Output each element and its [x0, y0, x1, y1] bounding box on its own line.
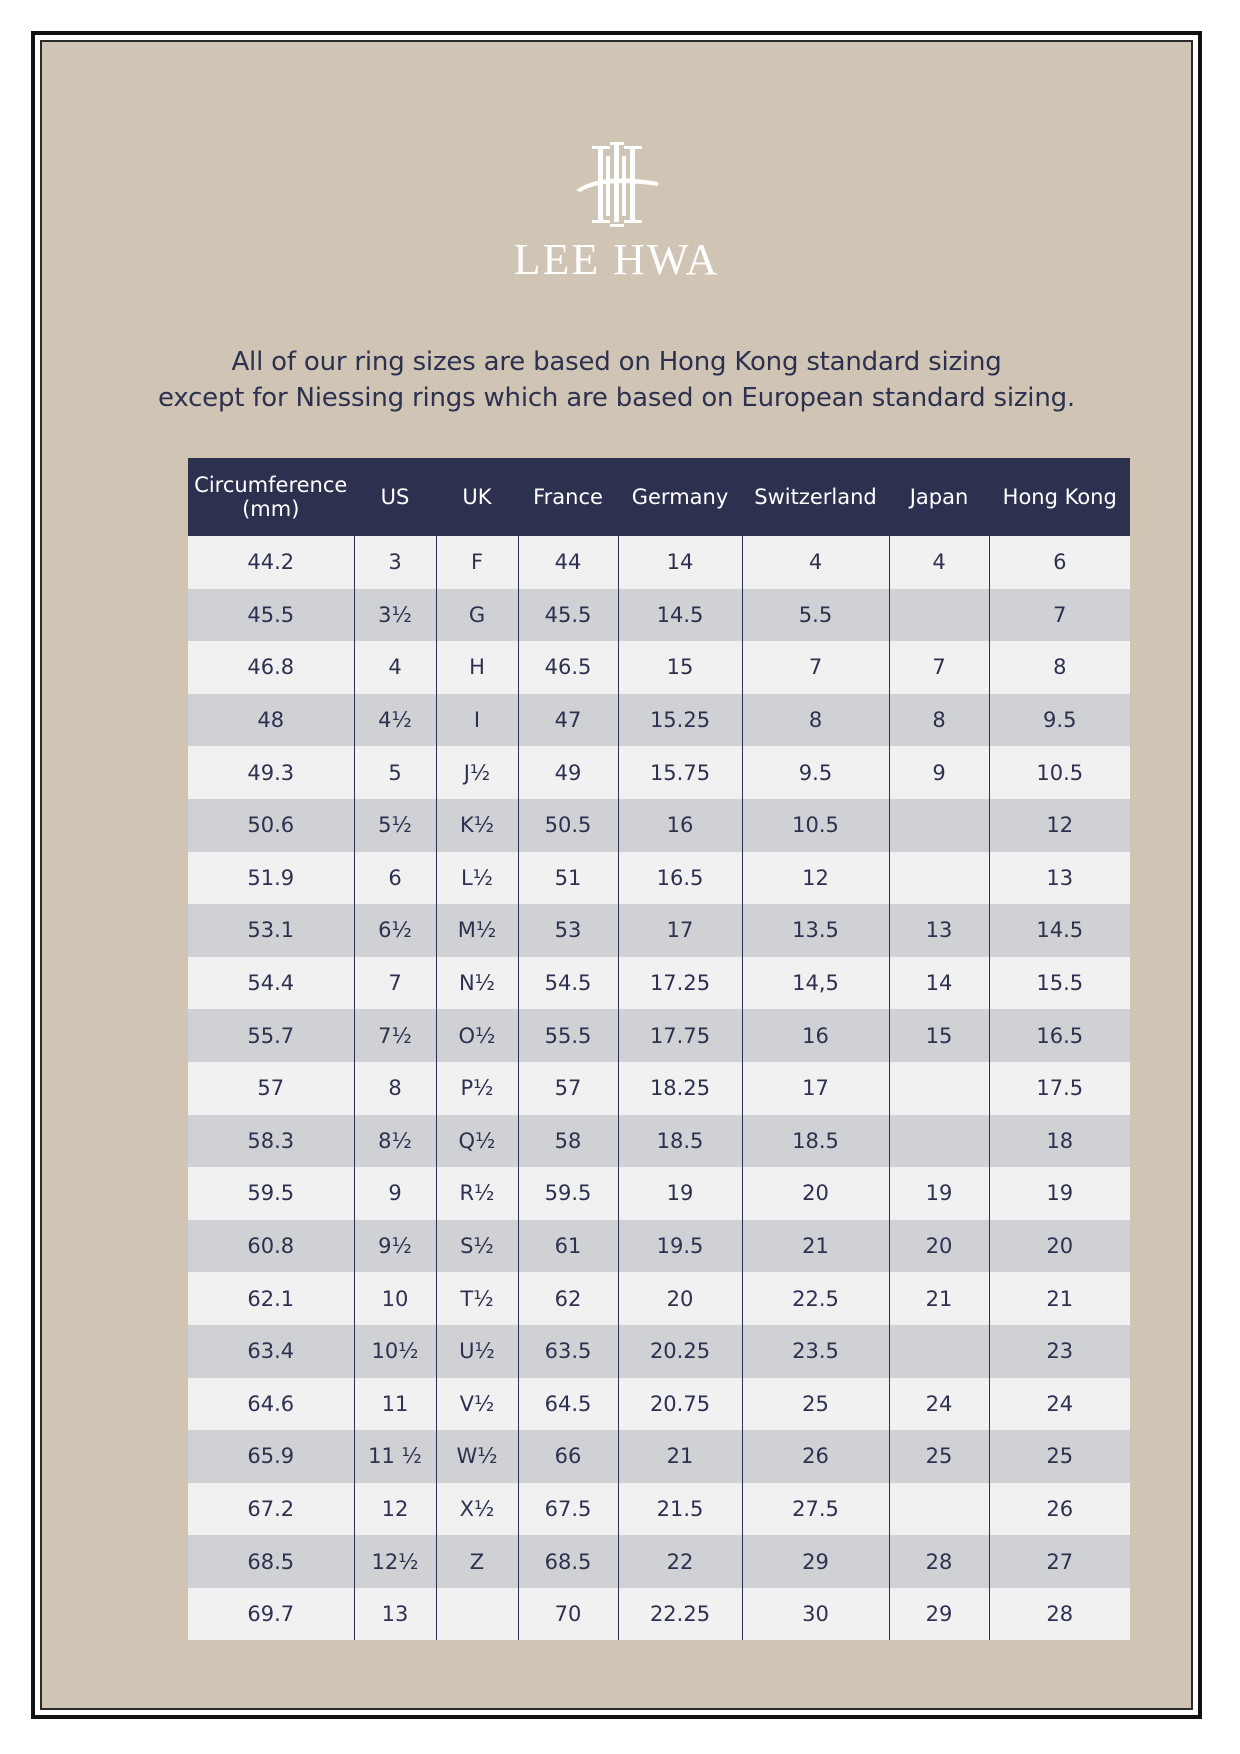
- cell-circumference: 58.3: [188, 1115, 354, 1168]
- table-header-row: [188, 458, 1130, 536]
- cell-switzerland: 8: [742, 694, 889, 747]
- table-row: [188, 904, 1130, 957]
- cell-us: 5½: [354, 799, 436, 852]
- cell-switzerland: 16: [742, 1009, 889, 1062]
- cell-us: 11: [354, 1378, 436, 1431]
- cell-us: 3½: [354, 589, 436, 642]
- cell-japan: 8: [889, 694, 989, 747]
- cell-france: 49: [518, 746, 618, 799]
- cell-switzerland: 13.5: [742, 904, 889, 957]
- cell-germany: 14.5: [618, 589, 742, 642]
- cell-hong-kong: 24: [989, 1378, 1130, 1431]
- cell-germany: 15.75: [618, 746, 742, 799]
- cell-switzerland: 20: [742, 1167, 889, 1220]
- cell-hong-kong: 18: [989, 1115, 1130, 1168]
- cell-france: 50.5: [518, 799, 618, 852]
- cell-hong-kong: 28: [989, 1588, 1130, 1641]
- cell-hong-kong: 20: [989, 1220, 1130, 1273]
- cell-france: 53: [518, 904, 618, 957]
- cell-uk: [436, 1588, 518, 1641]
- cell-japan: [889, 1483, 989, 1536]
- cell-hong-kong: 14.5: [989, 904, 1130, 957]
- cell-hong-kong: 23: [989, 1325, 1130, 1378]
- cell-germany: 16.5: [618, 852, 742, 905]
- cell-germany: 20.25: [618, 1325, 742, 1378]
- cell-germany: 15.25: [618, 694, 742, 747]
- cell-germany: 17.75: [618, 1009, 742, 1062]
- cell-switzerland: 4: [742, 536, 889, 589]
- cell-circumference: 44.2: [188, 536, 354, 589]
- table-row: [188, 694, 1130, 747]
- sizing-note-line-2: except for Niessing rings which are based on European standard sizing.: [158, 383, 1075, 413]
- lee-hwa-monogram-icon: [562, 142, 672, 232]
- cell-germany: 17: [618, 904, 742, 957]
- table-row: [188, 746, 1130, 799]
- cell-uk: U½: [436, 1325, 518, 1378]
- cell-circumference: 50.6: [188, 799, 354, 852]
- cell-uk: M½: [436, 904, 518, 957]
- cell-france: 68.5: [518, 1535, 618, 1588]
- cell-germany: 22: [618, 1535, 742, 1588]
- cell-uk: I: [436, 694, 518, 747]
- cell-hong-kong: 17.5: [989, 1062, 1130, 1115]
- cell-switzerland: 18.5: [742, 1115, 889, 1168]
- cell-hong-kong: 8: [989, 641, 1130, 694]
- cell-france: 70: [518, 1588, 618, 1641]
- cell-us: 3: [354, 536, 436, 589]
- cell-us: 10½: [354, 1325, 436, 1378]
- header-japan: Japan: [889, 458, 989, 536]
- cell-hong-kong: 13: [989, 852, 1130, 905]
- cell-japan: 7: [889, 641, 989, 694]
- cell-germany: 18.5: [618, 1115, 742, 1168]
- cell-us: 8½: [354, 1115, 436, 1168]
- header-germany: Germany: [618, 458, 742, 536]
- cell-uk: K½: [436, 799, 518, 852]
- header-switzerland: Switzerland: [742, 458, 889, 536]
- cell-hong-kong: 21: [989, 1272, 1130, 1325]
- cell-uk: T½: [436, 1272, 518, 1325]
- cell-japan: [889, 589, 989, 642]
- cell-japan: 29: [889, 1588, 989, 1641]
- cell-uk: H: [436, 641, 518, 694]
- cell-japan: [889, 852, 989, 905]
- cell-uk: J½: [436, 746, 518, 799]
- cell-circumference: 63.4: [188, 1325, 354, 1378]
- cell-circumference: 59.5: [188, 1167, 354, 1220]
- header-us: US: [354, 458, 436, 536]
- table-row: [188, 1062, 1130, 1115]
- cell-japan: [889, 1325, 989, 1378]
- cell-germany: 20.75: [618, 1378, 742, 1431]
- cell-hong-kong: 16.5: [989, 1009, 1130, 1062]
- table-row: [188, 1115, 1130, 1168]
- cell-switzerland: 5.5: [742, 589, 889, 642]
- page-panel: [40, 40, 1193, 1710]
- table-row: [188, 641, 1130, 694]
- cell-japan: 25: [889, 1430, 989, 1483]
- sizing-note: [42, 344, 1191, 416]
- cell-germany: 18.25: [618, 1062, 742, 1115]
- cell-germany: 19.5: [618, 1220, 742, 1273]
- cell-france: 54.5: [518, 957, 618, 1010]
- table-row: [188, 1272, 1130, 1325]
- cell-japan: 19: [889, 1167, 989, 1220]
- cell-france: 47: [518, 694, 618, 747]
- cell-switzerland: 27.5: [742, 1483, 889, 1536]
- table-row: [188, 799, 1130, 852]
- cell-france: 63.5: [518, 1325, 618, 1378]
- cell-france: 46.5: [518, 641, 618, 694]
- cell-uk: Z: [436, 1535, 518, 1588]
- cell-us: 6: [354, 852, 436, 905]
- cell-germany: 14: [618, 536, 742, 589]
- cell-japan: 28: [889, 1535, 989, 1588]
- cell-germany: 21.5: [618, 1483, 742, 1536]
- table-row: [188, 957, 1130, 1010]
- cell-us: 12: [354, 1483, 436, 1536]
- cell-hong-kong: 19: [989, 1167, 1130, 1220]
- cell-hong-kong: 27: [989, 1535, 1130, 1588]
- cell-switzerland: 17: [742, 1062, 889, 1115]
- cell-us: 4½: [354, 694, 436, 747]
- cell-france: 66: [518, 1430, 618, 1483]
- table-row: [188, 852, 1130, 905]
- cell-uk: X½: [436, 1483, 518, 1536]
- table-row: [188, 1325, 1130, 1378]
- cell-japan: 4: [889, 536, 989, 589]
- cell-us: 9: [354, 1167, 436, 1220]
- cell-japan: 15: [889, 1009, 989, 1062]
- cell-switzerland: 30: [742, 1588, 889, 1641]
- cell-circumference: 55.7: [188, 1009, 354, 1062]
- cell-hong-kong: 10.5: [989, 746, 1130, 799]
- cell-germany: 20: [618, 1272, 742, 1325]
- cell-france: 44: [518, 536, 618, 589]
- table-row: [188, 536, 1130, 589]
- cell-uk: N½: [436, 957, 518, 1010]
- header-circumference: Circumference (mm): [188, 458, 354, 536]
- cell-us: 10: [354, 1272, 436, 1325]
- cell-hong-kong: 7: [989, 589, 1130, 642]
- cell-hong-kong: 25: [989, 1430, 1130, 1483]
- cell-uk: O½: [436, 1009, 518, 1062]
- cell-uk: W½: [436, 1430, 518, 1483]
- cell-switzerland: 26: [742, 1430, 889, 1483]
- table-row: [188, 1588, 1130, 1641]
- sizing-note-line-1: All of our ring sizes are based on Hong Kong standard sizing: [231, 347, 1002, 377]
- cell-uk: Q½: [436, 1115, 518, 1168]
- cell-us: 11 ½: [354, 1430, 436, 1483]
- header-france: France: [518, 458, 618, 536]
- cell-japan: [889, 1115, 989, 1168]
- cell-germany: 22.25: [618, 1588, 742, 1641]
- cell-japan: [889, 1062, 989, 1115]
- cell-germany: 19: [618, 1167, 742, 1220]
- cell-france: 45.5: [518, 589, 618, 642]
- cell-hong-kong: 12: [989, 799, 1130, 852]
- ring-size-table: [188, 458, 1130, 1640]
- cell-circumference: 54.4: [188, 957, 354, 1010]
- cell-france: 55.5: [518, 1009, 618, 1062]
- cell-uk: G: [436, 589, 518, 642]
- cell-hong-kong: 9.5: [989, 694, 1130, 747]
- table-row: [188, 1483, 1130, 1536]
- cell-uk: F: [436, 536, 518, 589]
- cell-circumference: 68.5: [188, 1535, 354, 1588]
- cell-us: 6½: [354, 904, 436, 957]
- cell-hong-kong: 6: [989, 536, 1130, 589]
- cell-us: 9½: [354, 1220, 436, 1273]
- cell-switzerland: 12: [742, 852, 889, 905]
- cell-switzerland: 23.5: [742, 1325, 889, 1378]
- cell-japan: 13: [889, 904, 989, 957]
- cell-uk: S½: [436, 1220, 518, 1273]
- cell-france: 64.5: [518, 1378, 618, 1431]
- cell-us: 7: [354, 957, 436, 1010]
- cell-uk: R½: [436, 1167, 518, 1220]
- cell-germany: 21: [618, 1430, 742, 1483]
- cell-circumference: 65.9: [188, 1430, 354, 1483]
- cell-france: 59.5: [518, 1167, 618, 1220]
- cell-uk: V½: [436, 1378, 518, 1431]
- cell-hong-kong: 26: [989, 1483, 1130, 1536]
- table-row: [188, 1535, 1130, 1588]
- cell-germany: 15: [618, 641, 742, 694]
- cell-circumference: 57: [188, 1062, 354, 1115]
- cell-switzerland: 29: [742, 1535, 889, 1588]
- table-row: [188, 589, 1130, 642]
- cell-switzerland: 21: [742, 1220, 889, 1273]
- header-uk: UK: [436, 458, 518, 536]
- table-row: [188, 1009, 1130, 1062]
- cell-circumference: 45.5: [188, 589, 354, 642]
- cell-switzerland: 7: [742, 641, 889, 694]
- cell-us: 7½: [354, 1009, 436, 1062]
- cell-circumference: 51.9: [188, 852, 354, 905]
- cell-us: 12½: [354, 1535, 436, 1588]
- table-row: [188, 1220, 1130, 1273]
- table-row: [188, 1378, 1130, 1431]
- logo-mark: [42, 142, 1191, 232]
- cell-us: 8: [354, 1062, 436, 1115]
- cell-switzerland: 10.5: [742, 799, 889, 852]
- cell-us: 13: [354, 1588, 436, 1641]
- cell-circumference: 69.7: [188, 1588, 354, 1641]
- cell-germany: 17.25: [618, 957, 742, 1010]
- brand-name: LEE HWA: [513, 235, 720, 284]
- cell-uk: P½: [436, 1062, 518, 1115]
- cell-switzerland: 22.5: [742, 1272, 889, 1325]
- cell-france: 67.5: [518, 1483, 618, 1536]
- cell-france: 57: [518, 1062, 618, 1115]
- cell-japan: 9: [889, 746, 989, 799]
- cell-japan: 20: [889, 1220, 989, 1273]
- cell-france: 62: [518, 1272, 618, 1325]
- cell-japan: 24: [889, 1378, 989, 1431]
- header-hong-kong: Hong Kong: [989, 458, 1130, 536]
- cell-circumference: 60.8: [188, 1220, 354, 1273]
- cell-us: 5: [354, 746, 436, 799]
- cell-japan: 21: [889, 1272, 989, 1325]
- cell-france: 61: [518, 1220, 618, 1273]
- cell-circumference: 49.3: [188, 746, 354, 799]
- cell-hong-kong: 15.5: [989, 957, 1130, 1010]
- cell-switzerland: 9.5: [742, 746, 889, 799]
- cell-switzerland: 14,5: [742, 957, 889, 1010]
- table-row: [188, 1430, 1130, 1483]
- cell-circumference: 67.2: [188, 1483, 354, 1536]
- cell-us: 4: [354, 641, 436, 694]
- cell-circumference: 64.6: [188, 1378, 354, 1431]
- cell-france: 58: [518, 1115, 618, 1168]
- cell-circumference: 62.1: [188, 1272, 354, 1325]
- table-row: [188, 1167, 1130, 1220]
- table-body: [188, 536, 1130, 1640]
- cell-germany: 16: [618, 799, 742, 852]
- cell-circumference: 53.1: [188, 904, 354, 957]
- cell-france: 51: [518, 852, 618, 905]
- cell-switzerland: 25: [742, 1378, 889, 1431]
- cell-uk: L½: [436, 852, 518, 905]
- cell-japan: 14: [889, 957, 989, 1010]
- cell-japan: [889, 799, 989, 852]
- cell-circumference: 46.8: [188, 641, 354, 694]
- cell-circumference: 48: [188, 694, 354, 747]
